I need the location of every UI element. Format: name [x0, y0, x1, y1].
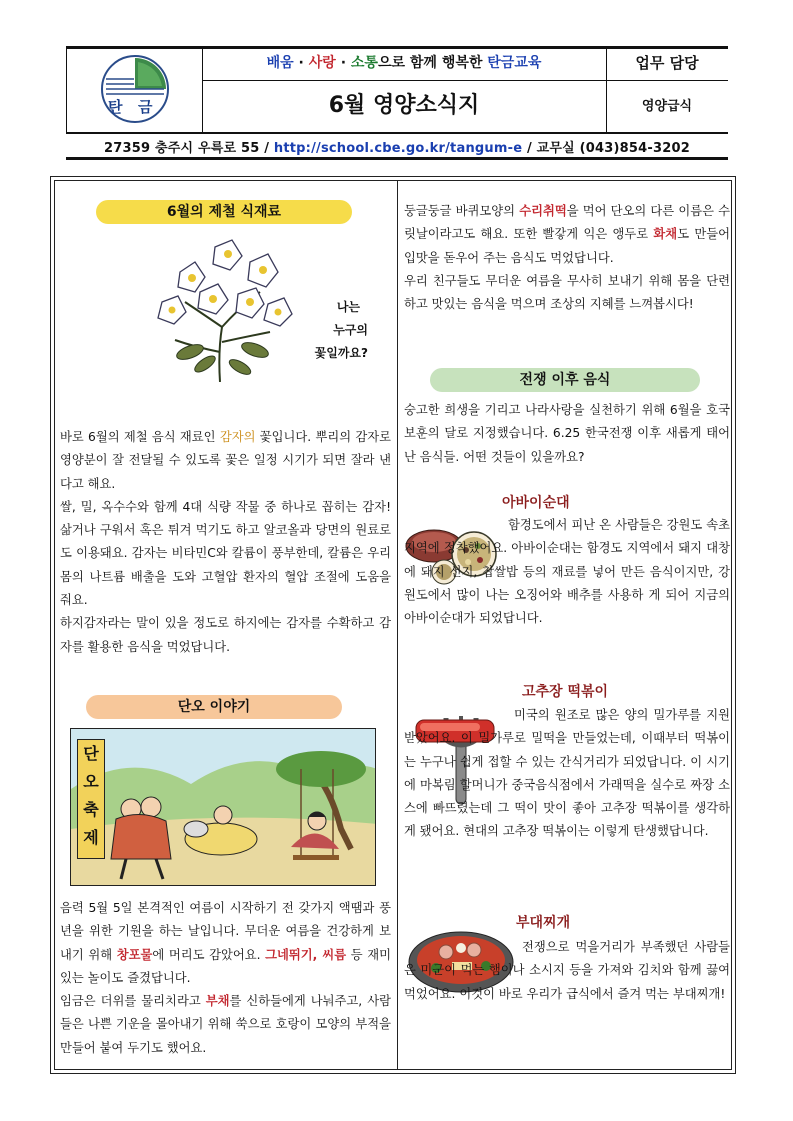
seasonal-text — [60, 426, 391, 659]
war-food-intro — [404, 399, 730, 469]
slogan-part: 소통 — [350, 55, 378, 71]
slogan-part: 배움 — [266, 55, 294, 71]
text-run: 둥글둥글 바퀴모양의 — [404, 204, 520, 218]
phone-text: / 교무실 (043)854-3202 — [522, 141, 690, 156]
budae-jjigae-title: 부대찌개 — [516, 915, 571, 931]
text-run: 꽃입니다. 뿌리의 감자로 영양분이 잘 전달될 수 있도록 꽃은 일정 시기가 되면 잘라 낸다고 해요. — [60, 430, 391, 491]
abai-sundae-title: 아바이순대 — [502, 495, 570, 511]
slogan-part: 으로 함께 행복한 — [377, 55, 488, 71]
slogan-part: · — [335, 55, 351, 71]
dano-festival-sign — [77, 739, 105, 859]
dano-text — [60, 897, 391, 1060]
school-url-link[interactable]: http://school.cbe.go.kr/tangum-e — [273, 141, 523, 156]
highlight-changpo: 창포물 — [116, 947, 153, 962]
logo-char-2: 금 — [138, 98, 153, 116]
paragraph — [60, 426, 391, 496]
highlight-hwachae: 화채 — [653, 227, 678, 242]
header-left-edge — [66, 46, 67, 132]
abai-sundae-text — [404, 514, 730, 630]
paragraph — [404, 200, 730, 270]
slogan-part: 탄금교육 — [487, 55, 542, 71]
header-mid-rule — [202, 80, 728, 81]
seasonal-heading: 6월의 제철 식재료 — [96, 200, 352, 224]
sign-char: 제 — [83, 828, 99, 847]
paragraph — [60, 990, 391, 1060]
address-line — [66, 137, 728, 156]
address-text: 27359 충주시 우륵로 55 / — [104, 141, 274, 156]
potato-question — [290, 296, 368, 365]
dano-heading: 단오 이야기 — [86, 695, 342, 719]
sign-char: 오 — [83, 772, 99, 791]
text-run: 도 만들어 입맛을 돋우어 주는 음식도 먹었답니다. — [404, 227, 730, 265]
highlight-games: 그네뛰기, 씨름 — [265, 947, 347, 962]
address-bottom-rule — [66, 157, 728, 160]
paragraph: 숭고한 희생을 기리고 나라사랑을 실천하기 위해 6월을 호국보훈의 달로 지정했습니다. 6.25 한국전쟁 이후 새롭게 태어난 음식들. 어떤 것들이 있을까요? — [404, 403, 730, 464]
slogan — [202, 52, 606, 72]
text-run: 을 먹어 단오의 다른 이름은 수릿날이라고도 해요. 또한 빨갛게 익은 앵두로 — [404, 204, 730, 242]
question-line: 꽃일까요? — [314, 346, 368, 360]
sign-char: 단 — [83, 744, 99, 763]
paragraph — [60, 897, 391, 990]
paragraph: 미국의 원조로 많은 양의 밀가루를 지원받았어요. 이 밀가루로 밀떡을 만들었는데, 이때부터 떡볶이는 누구나 쉽게 접할 수 있는 간식거리가 되었답니다. 이 시기에 마복림 할머니가 중국음식점에서 가래떡을 실수로 짜장 소스에 빠뜨렸는데 그 떡이 맛이 좋아 고추장 떡볶이를 생각하게 됐어요. 현대의 고추장 떡볶이는 이렇게 탄생했답니다. — [404, 708, 730, 839]
tteokbokki-title: 고추장 떡볶이 — [522, 684, 609, 700]
paragraph: 하지감자라는 말이 있을 정도로 하지에는 감자를 수확하고 감자를 활용한 음식을 먹었답니다. — [60, 616, 391, 654]
text-run: 를 신하들에게 나눠주고, 사람들은 나쁜 기운을 몰아내기 위해 쑥으로 호랑이 모양의 부적을 만들어 붙여 두기도 했어요. — [60, 994, 391, 1055]
school-logo — [98, 52, 172, 126]
slogan-part: · — [293, 55, 309, 71]
page-title: 6월 영양소식지 — [328, 93, 480, 118]
column-divider — [397, 180, 398, 1070]
duty-label: 업무 담당 — [635, 54, 699, 72]
text-run: 임금은 더위를 물리치라고 — [60, 994, 206, 1009]
paragraph: 전쟁으로 먹을거리가 부족했던 사람들은 미군이 먹는 햄이나 소시지 등을 가져와 김치와 함께 끓여 먹었어요. 이것이 바로 우리가 급식에서 즐겨 먹는 부대찌개! — [404, 940, 730, 1001]
potato-flower-image — [150, 232, 300, 382]
paragraph: 함경도에서 피난 온 사람들은 강원도 속초 지역에 정착했어요. 아바이순대는 함경도 지역에서 돼지 대창에 돼지 선지, 찹쌀밥 등의 재료를 넣어 만든 음식이지만, 강원도에서 많이 나는 오징어와 배추를 사용하 게 되어 지금의 아바이순대가 되었답니다. — [404, 518, 730, 626]
war-food-heading: 전쟁 이후 음식 — [430, 368, 700, 392]
text-run: 등 재미있는 놀이도 즐겼답니다. — [60, 947, 391, 985]
highlight-surichwitteok: 수리취떡 — [519, 204, 567, 218]
question-line: 나는 — [336, 300, 360, 314]
dano-festival-image — [70, 728, 376, 886]
header-bottom-rule — [66, 132, 728, 134]
highlight-fan: 부채 — [205, 994, 230, 1009]
question-line: 누구의 — [333, 323, 368, 337]
header-top-rule — [66, 46, 728, 49]
text-run: 바로 6월의 제철 음식 재료인 — [60, 430, 220, 444]
text-run: 에 머리도 감았어요. — [152, 947, 266, 962]
logo-char-1: 탄 — [108, 98, 123, 116]
text-run: 음력 5월 5일 본격적인 여름이 시작하기 전 갖가지 액땜과 풍년을 위한 기원을 하는 날입니다. 무더운 여름을 건강하게 보내기 위해 — [60, 901, 391, 962]
department-label: 영양급식 — [641, 99, 693, 114]
budae-jjigae-text — [404, 936, 730, 1006]
dano-text-continued — [404, 200, 730, 316]
paragraph: 쌀, 밀, 옥수수와 함께 4대 식량 작물 중 하나로 꼽히는 감자! 삶거나 구워서 혹은 튀겨 먹기도 하고 알코올과 당면의 원료로도 이용돼요. 감자는 비타민C와 칼륨이 풍부한데, 칼륨은 우리 몸의 나트륨 배출을 도와 고혈압 환자의 혈압 조절에 도움을 줘요. — [60, 499, 391, 608]
tteokbokki-text — [404, 704, 730, 844]
sign-char: 축 — [83, 800, 99, 819]
highlight-potato: 감자의 — [219, 430, 256, 444]
slogan-part: 사랑 — [308, 55, 336, 71]
paragraph: 우리 친구들도 무더운 여름을 무사히 보내기 위해 몸을 단련하고 맛있는 음식을 먹으며 조상의 지혜를 느껴봅시다! — [404, 273, 730, 312]
